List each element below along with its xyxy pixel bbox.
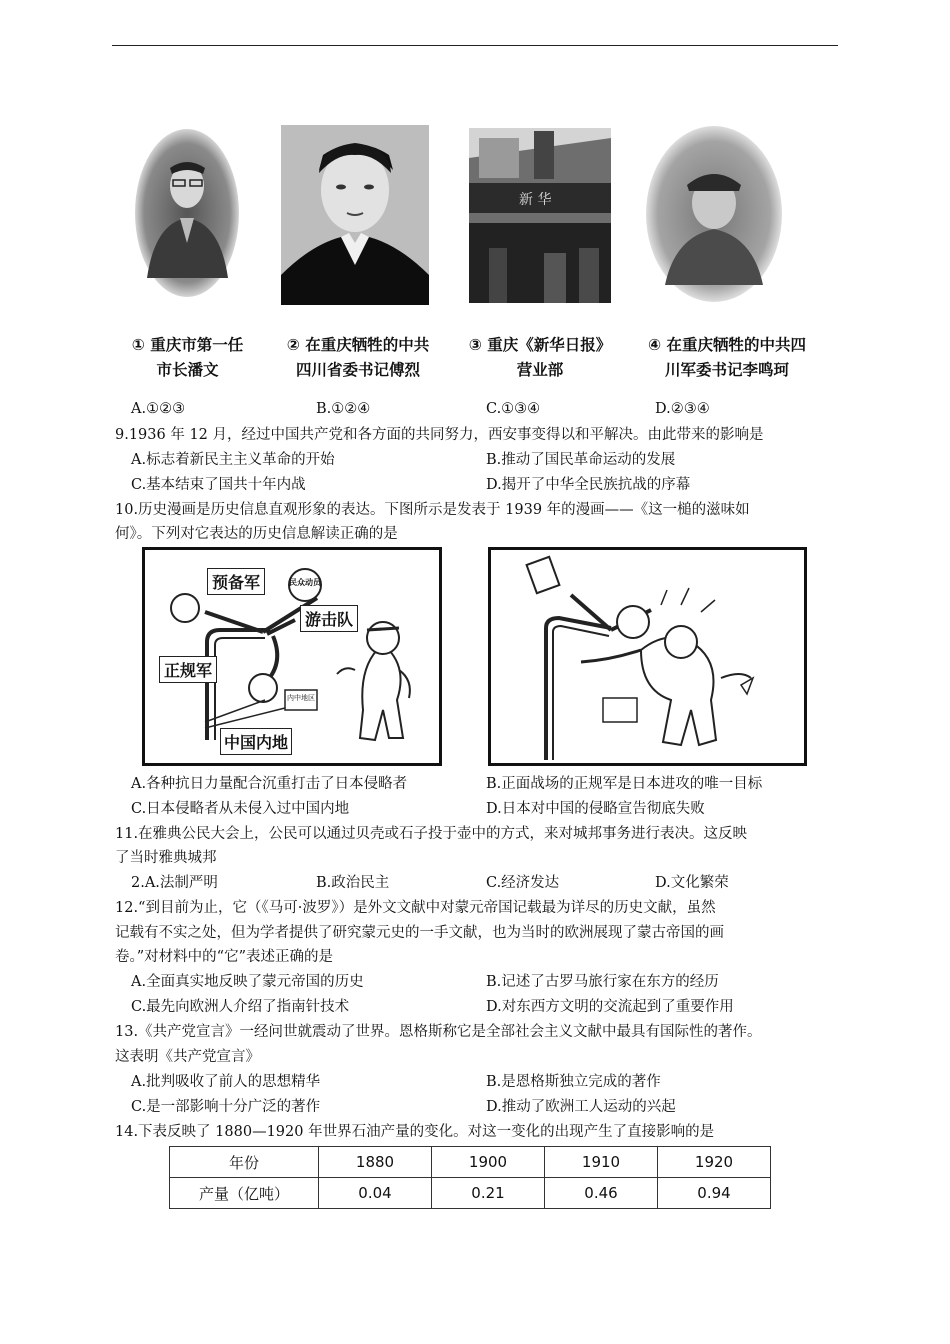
q12-option-b: B.记述了古罗马旅行家在东方的经历 (486, 974, 719, 990)
q12-stem-line-2: 记载有不实之处，但为学者提供了研究蒙元史的一手文献，也为当时的欧洲展现了蒙古帝国的画 (115, 925, 724, 941)
q12-option-d: D.对东西方文明的交流起到了重要作用 (486, 999, 734, 1015)
q13-stem-line-2: 这表明《共产党宣言》 (115, 1049, 260, 1065)
q13-option-a: A.批判吸收了前人的思想精华 (131, 1074, 321, 1090)
table-cell-output: 0.21 (432, 1178, 545, 1209)
caption-4-line-2: 川军委书记李鸣珂 (664, 361, 789, 379)
q10-option-b: B.正面战场的正规军是日本进攻的唯一目标 (486, 776, 763, 792)
q11-option-d: D.文化繁荣 (655, 875, 729, 891)
q12-stem-line-1: 12.“到目前为止，它（《马可·波罗》）是外文文献中对蒙元帝国记载最为详尽的历史文献，虽然 (115, 900, 716, 916)
table-row-output (170, 1178, 771, 1209)
q8-option-d: D.②③④ (655, 401, 710, 417)
cartoon-label-mobilization: 民众动员 (289, 577, 321, 587)
q14-stem: 14.下表反映了 1880—1920 年世界石油产量的变化。对这一变化的出现产生了直接影响的是 (115, 1124, 715, 1140)
q9-stem: 9.1936 年 12 月，经过中国共产党和各方面的共同努力，西安事变得以和平解决。由此带来的影响是 (115, 427, 764, 443)
table-cell-output: 0.94 (658, 1178, 771, 1209)
q13-option-c: C.是一部影响十分广泛的著作 (131, 1099, 321, 1115)
table-cell-year: 1920 (658, 1147, 771, 1178)
photo-fu-lie (281, 125, 429, 305)
photo-pan-wen (135, 128, 240, 298)
cartoon-panel-left (142, 547, 442, 766)
cartoon-label-reserve: 预备军 (207, 568, 265, 595)
q9-option-a: A.标志着新民主主义革命的开始 (131, 452, 335, 468)
q13-option-d: D.推动了欧洲工人运动的兴起 (486, 1099, 676, 1115)
caption-3 (455, 333, 625, 383)
caption-2-line-1: ② 在重庆牺牲的中共 (286, 336, 430, 354)
q9-option-d: D.揭开了中华全民族抗战的序幕 (486, 477, 691, 493)
q10-option-d: D.日本对中国的侵略宣告彻底失败 (486, 801, 705, 817)
cartoon-right-drawing (491, 550, 804, 763)
header-rule (112, 45, 838, 46)
q11-option-b: B.政治民主 (316, 875, 390, 891)
caption-1 (110, 333, 265, 383)
cartoon-panel-right (488, 547, 807, 766)
caption-2 (268, 333, 448, 383)
q9-option-b: B.推动了国民革命运动的发展 (486, 452, 676, 468)
caption-4-line-1: ④ 在重庆牺牲的中共四 (647, 336, 807, 354)
caption-4 (632, 333, 822, 383)
cartoon-label-guerrilla: 游击队 (300, 605, 358, 632)
q12-stem-line-3: 卷。”对材料中的“它”表述正确的是 (115, 949, 333, 965)
caption-2-line-2: 四川省委书记傅烈 (295, 361, 420, 379)
table-cell-output: 0.04 (319, 1178, 432, 1209)
table-header-year: 年份 (170, 1147, 319, 1178)
table-cell-year: 1900 (432, 1147, 545, 1178)
table-cell-output: 0.46 (545, 1178, 658, 1209)
table-header-output: 产量（亿吨） (170, 1178, 319, 1209)
q10-stem-line-2: 何》。下列对它表达的历史信息解读正确的是 (115, 526, 398, 542)
q9-option-c: C.基本结束了国共十年内战 (131, 477, 306, 493)
q11-stem-line-1: 11.在雅典公民大会上，公民可以通过贝壳或石子投于壶中的方式，来对城邦事务进行表决。这反映 (115, 826, 748, 842)
q10-option-a: A.各种抗日力量配合沉重打击了日本侵略者 (131, 776, 408, 792)
q13-stem-line-1: 13.《共产党宣言》一经问世就震动了世界。恩格斯称它是全部社会主义文献中最具有国际性的著作。 (115, 1024, 762, 1040)
table-cell-year: 1910 (545, 1147, 658, 1178)
oil-output-table (169, 1146, 771, 1209)
caption-3-line-1: ③ 重庆《新华日报》 (468, 336, 612, 354)
q8-option-b: B.①②④ (316, 401, 371, 417)
cartoon-label-interior: 中国内地 (220, 728, 292, 755)
q11-option-c: C.经济发达 (486, 875, 560, 891)
svg-text:新 华: 新 华 (519, 192, 552, 208)
caption-3-line-2: 营业部 (516, 361, 564, 379)
q12-option-a: A.全面真实地反映了蒙元帝国的历史 (131, 974, 364, 990)
q11-stem-line-2: 了当时雅典城邦 (115, 850, 217, 866)
q11-option-a: 2.A.法制严明 (131, 875, 218, 891)
cartoon-label-regular: 正规军 (159, 656, 217, 683)
cartoon-label-bag: 内中地区 (287, 694, 315, 702)
q8-option-a: A.①②③ (131, 401, 186, 417)
table-cell-year: 1880 (319, 1147, 432, 1178)
caption-1-line-2: 市长潘文 (156, 361, 219, 379)
q13-option-b: B.是恩格斯独立完成的著作 (486, 1074, 661, 1090)
q12-option-c: C.最先向欧洲人介绍了指南针技术 (131, 999, 350, 1015)
q8-option-c: C.①③④ (486, 401, 541, 417)
q10-stem-line-1: 10.历史漫画是历史信息直观形象的表达。下图所示是发表于 1939 年的漫画——《这一槌的滋味如 (115, 502, 750, 518)
photo-xinhua-office (469, 128, 611, 303)
caption-1-line-1: ① 重庆市第一任 (131, 336, 244, 354)
table-row-years (170, 1147, 771, 1178)
q10-option-c: C.日本侵略者从未侵入过中国内地 (131, 801, 350, 817)
photo-li-mingke (645, 125, 783, 303)
